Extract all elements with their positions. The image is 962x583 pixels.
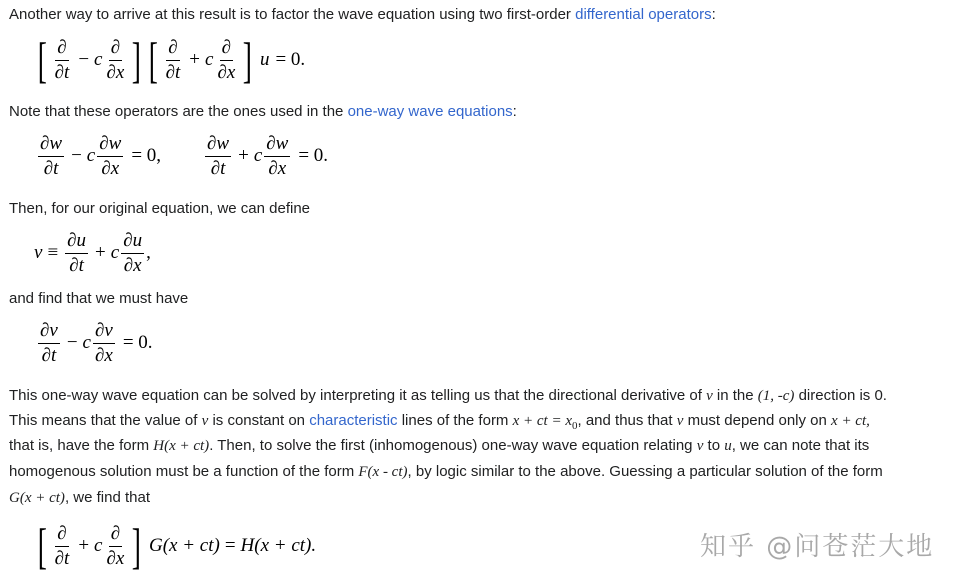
fraction-d-dt: $\frac{\partial}{\partial t}$ bbox=[54, 36, 70, 83]
fraction-du-dx: $\frac{\partial u}{\partial x}$ bbox=[123, 230, 143, 276]
fraction-dw-dx: $\frac{\partial w}{\partial x}$ bbox=[99, 133, 122, 179]
fraction-dw-dx: $\frac{\partial w}{\partial x}$ bbox=[266, 133, 289, 179]
equation-factored-operators: [ $\frac{\partial}{\partial t}$ − c $\frac{\partial}{\partial x}$ ] [ $\frac{\partial}{\partial t}$ + c $\frac{\partial}{\partial x}$ ] u = 0. bbox=[37, 32, 306, 88]
right-bracket: ] bbox=[132, 518, 142, 574]
equation-one-way-pair: $\frac{\partial w}{\partial t}$ − c $\frac{\partial w}{\partial x}$ = 0, $\frac{\partial w}{\partial t}$ + c $\frac{\partial w}{\partial x}$ = 0. bbox=[40, 133, 329, 179]
fraction-dw-dt: $\frac{\partial w}{\partial t}$ bbox=[40, 133, 63, 179]
link-characteristic[interactable]: characteristic bbox=[309, 412, 398, 429]
paragraph-one-way-note: Note that these operators are the ones used in the one-way wave equations: bbox=[9, 103, 517, 120]
left-bracket: [ bbox=[37, 518, 47, 574]
paragraph-solution-line-3: that is, have the form H(x + ct). Then, to solve the first (inhomogenous) one-way wave equation relating v to u, we can note that its bbox=[9, 437, 870, 454]
equation-define-v: v ≡ $\frac{\partial u}{\partial t}$ + c $\frac{\partial u}{\partial x}$ , bbox=[34, 230, 151, 276]
fraction-d-dx: $\frac{\partial}{\partial x}$ bbox=[217, 36, 236, 83]
equation-particular-solution: [ $\frac{\partial}{\partial t}$ + c $\frac{\partial}{\partial x}$ ] G(x + ct) = H(x + ct). bbox=[37, 518, 317, 574]
paragraph-solution-line-2: This means that the value of v is constant on characteristic lines of the form x + ct = $x_0$, and thus that v must depend only on x + ct, bbox=[9, 412, 870, 432]
fraction-d-dx: $\frac{\partial}{\partial x}$ bbox=[106, 36, 125, 83]
zhihu-watermark: 知乎 @问苍茫大地 bbox=[700, 532, 935, 562]
left-bracket: [ bbox=[37, 32, 47, 88]
fraction-dv-dx: $\frac{\partial v}{\partial x}$ bbox=[94, 320, 113, 366]
fraction-d-dt: $\frac{\partial}{\partial t}$ bbox=[165, 36, 181, 83]
left-bracket: [ bbox=[148, 32, 158, 88]
paragraph-solution-line-1: This one-way wave equation can be solved by interpreting it as telling us that the directional derivative of v in the (1, -c) direction is 0. bbox=[9, 387, 887, 404]
fraction-d-dx: $\frac{\partial}{\partial x}$ bbox=[106, 522, 125, 569]
paragraph-factor-intro: Another way to arrive at this result is to factor the wave equation using two first-order differential operators: bbox=[9, 6, 716, 23]
paragraph-solution-line-5: G(x + ct), we find that bbox=[9, 489, 150, 506]
fraction-dw-dt: $\frac{\partial w}{\partial t}$ bbox=[207, 133, 230, 179]
fraction-du-dt: $\frac{\partial u}{\partial t}$ bbox=[67, 230, 87, 276]
right-bracket: ] bbox=[132, 32, 142, 88]
link-differential-operators[interactable]: differential operators bbox=[575, 6, 712, 23]
equation-v-transport: $\frac{\partial v}{\partial t}$ − c $\frac{\partial v}{\partial x}$ = 0. bbox=[40, 320, 153, 366]
right-bracket: ] bbox=[243, 32, 253, 88]
paragraph-define: Then, for our original equation, we can define bbox=[9, 200, 311, 217]
link-one-way-wave-equations[interactable]: one-way wave equations bbox=[347, 103, 513, 120]
fraction-d-dt: $\frac{\partial}{\partial t}$ bbox=[54, 522, 70, 569]
fraction-dv-dt: $\frac{\partial v}{\partial t}$ bbox=[40, 320, 58, 366]
paragraph-must-have: and find that we must have bbox=[9, 290, 189, 307]
paragraph-solution-line-4: homogenous solution must be a function of the form F(x - ct), by logic similar to the above. Guessing a particular solution of the form bbox=[9, 463, 883, 480]
